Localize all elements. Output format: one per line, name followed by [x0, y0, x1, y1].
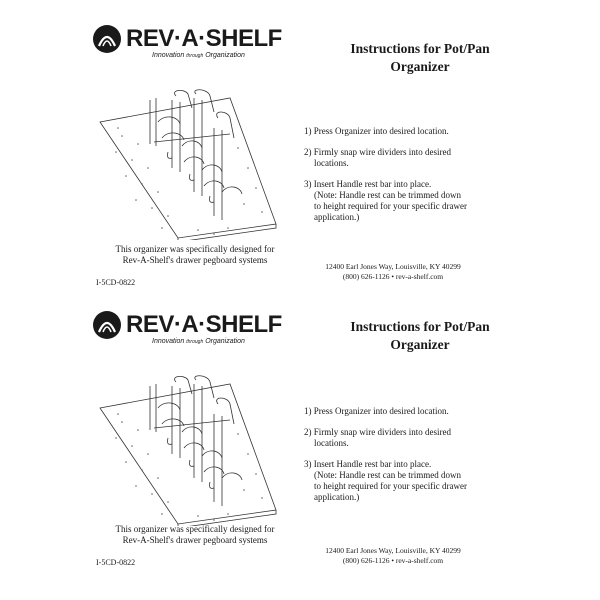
logo-tagline — [152, 338, 245, 345]
step-line: locations. — [314, 438, 349, 448]
page-title — [315, 40, 525, 76]
step-note: to height required for your specific drawer — [314, 481, 467, 491]
instruction-steps — [304, 406, 504, 513]
address-line-1: 12400 Earl Jones Way, Louisville, KY 40299 — [325, 262, 461, 271]
pot-pan-organizer-illustration — [98, 374, 280, 526]
step-3 — [304, 459, 504, 503]
logo-tagline — [152, 52, 245, 59]
title-line-2: Organizer — [390, 59, 450, 74]
step-line: 2) Firmly snap wire dividers into desired — [304, 427, 451, 437]
logo-wordmark: REV·A·SHELF — [126, 311, 282, 338]
company-address — [318, 262, 468, 282]
step-note: (Note: Handle rest can be trimmed down — [314, 470, 461, 480]
step-note: (Note: Handle rest can be trimmed down — [314, 190, 461, 200]
tagline-mid: through — [186, 53, 204, 59]
step-line: 3) Insert Handle rest bar into place. — [304, 459, 432, 469]
step-3 — [304, 179, 504, 223]
company-address — [318, 546, 468, 566]
tagline-mid: through — [186, 339, 204, 345]
caption-line-2: Rev-A-Shelf's drawer pegboard systems — [122, 535, 268, 545]
step-note: application.) — [314, 492, 360, 502]
step-2 — [304, 147, 504, 169]
step-line: 1) Press Organizer into desired location. — [304, 126, 449, 136]
brand-logo — [92, 24, 282, 64]
rev-a-shelf-logo-icon — [92, 24, 122, 54]
tagline-end: Organization — [205, 338, 245, 345]
document-code: I-5CD-0822 — [96, 558, 136, 567]
step-line: 1) Press Organizer into desired location. — [304, 406, 449, 416]
tagline-start: Innovation — [152, 52, 185, 59]
address-line-2: (800) 626-1126 • rev-a-shelf.com — [342, 556, 444, 565]
instruction-steps — [304, 126, 504, 233]
step-note: to height required for your specific drawer — [314, 201, 467, 211]
step-2 — [304, 427, 504, 449]
tagline-start: Innovation — [152, 338, 185, 345]
document-code: I-5CD-0822 — [96, 278, 136, 287]
design-caption — [100, 524, 290, 546]
caption-line-1: This organizer was specifically designed for — [115, 524, 275, 534]
address-line-2: (800) 626-1126 • rev-a-shelf.com — [342, 272, 444, 281]
title-line-1: Instructions for Pot/Pan — [350, 41, 490, 56]
address-line-1: 12400 Earl Jones Way, Louisville, KY 40299 — [325, 546, 461, 555]
design-caption — [100, 244, 290, 266]
logo-wordmark: REV·A·SHELF — [126, 25, 282, 52]
title-line-2: Organizer — [390, 337, 450, 352]
rev-a-shelf-logo-icon — [92, 310, 122, 340]
step-note: application.) — [314, 212, 360, 222]
pot-pan-organizer-illustration — [98, 88, 280, 240]
step-line: locations. — [314, 158, 349, 168]
step-line: 2) Firmly snap wire dividers into desired — [304, 147, 451, 157]
page-title — [315, 318, 525, 354]
step-line: 3) Insert Handle rest bar into place. — [304, 179, 432, 189]
title-line-1: Instructions for Pot/Pan — [350, 319, 490, 334]
caption-line-1: This organizer was specifically designed for — [115, 244, 275, 254]
tagline-end: Organization — [205, 52, 245, 59]
step-1 — [304, 406, 504, 417]
caption-line-2: Rev-A-Shelf's drawer pegboard systems — [122, 255, 268, 265]
instruction-sheet-bottom — [0, 280, 600, 580]
step-1 — [304, 126, 504, 137]
brand-logo — [92, 310, 282, 350]
